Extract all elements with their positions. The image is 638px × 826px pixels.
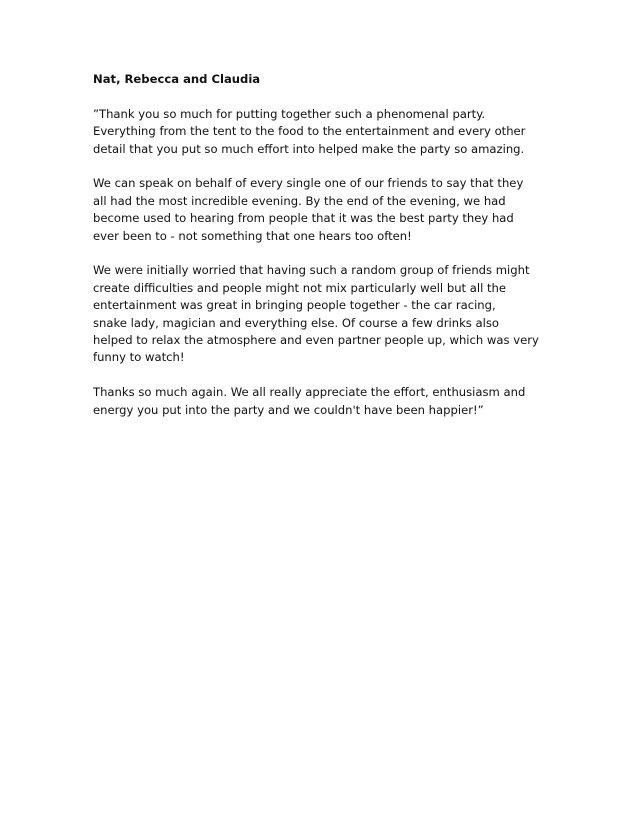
text-line: We can speak on behalf of every single one of our friends to say that they bbox=[93, 176, 524, 191]
text-line: become used to hearing from people that it was the best party they had bbox=[93, 211, 514, 226]
text-line: ever been to - not something that one hears too often! bbox=[93, 228, 412, 243]
text-line: We were initially worried that having such a random group of friends might bbox=[93, 263, 530, 278]
text-line: energy you put into the party and we couldn't have been happier!” bbox=[93, 402, 484, 417]
paragraph-3 bbox=[93, 262, 563, 366]
document-title: Nat, Rebecca and Claudia bbox=[93, 72, 261, 86]
text-line: detail that you put so much effort into helped make the party so amazing. bbox=[93, 141, 525, 156]
text-line: Thanks so much again. We all really appreciate the effort, enthusiasm and bbox=[93, 385, 526, 400]
paragraph-1 bbox=[93, 106, 563, 158]
text-line: create difficulties and people might not mix particularly well but all the bbox=[93, 280, 507, 295]
paragraph-2 bbox=[93, 175, 563, 245]
text-line: helped to relax the atmosphere and even partner people up, which was very bbox=[93, 333, 539, 348]
text-line: ”Thank you so much for putting together such a phenomenal party. bbox=[93, 106, 486, 121]
document-body bbox=[93, 71, 563, 436]
paragraph-4 bbox=[93, 384, 563, 419]
text-line: funny to watch! bbox=[93, 350, 185, 365]
text-line: Everything from the tent to the food to the entertainment and every other bbox=[93, 124, 526, 139]
text-line: entertainment was great in bringing people together - the car racing, bbox=[93, 298, 496, 313]
text-line: all had the most incredible evening. By the end of the evening, we had bbox=[93, 193, 506, 208]
text-line: snake lady, magician and everything else. Of course a few drinks also bbox=[93, 315, 499, 330]
